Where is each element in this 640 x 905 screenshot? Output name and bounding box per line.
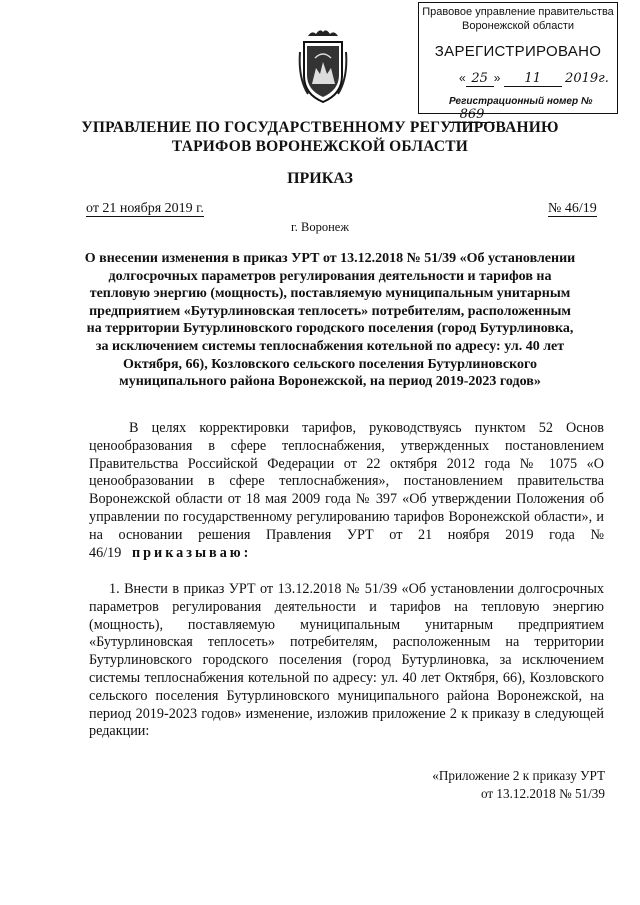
stamp-registered-label: ЗАРЕГИСТРИРОВАНО — [434, 43, 602, 60]
stamp-authority-line1: Правовое управление правительства — [422, 6, 614, 18]
order-word: приказываю: — [131, 544, 252, 561]
stamp-day: 25 — [466, 71, 494, 87]
stamp-month: 11 — [504, 71, 562, 87]
item-1-paragraph: 1. Внести в приказ УРТ от 13.12.2018 № 51/39 «Об установлении долгосрочных параметров регулирования деятельности и тарифов на тепловую энергию (мощность), поставляемую муниципальным унитарным предприятием «Бутурлиновская теплосеть» потребителям, расположенным на территории Бутурлиновского городского поселения (город Бутурлиновка, за исключением системы теплоснабжения котельной по адресу: ул. 40 лет Октября, 66), Козловского сельского поселения Бутурлиновского муниципального района Воронежской, на период 2019-2023 годов» изменение, изложив приложение 2 к приказу в следующей редакции: — [89, 581, 604, 740]
doc-title: О внесении изменения в приказ УРТ от 13.12.2018 № 51/39 «Об установлении долгосрочных параметров регулирования деятельности и тарифов на тепловую энергию (мощность), поставляемую муниципальным унитарным предприятием «Бутурлиновская теплосеть» потребителям, расположенным на территории Бутурлиновского городского поселения (город Бутурлиновка, за исключением системы теплоснабжения котельной по адресу: ул. 40 лет Октября, 66), Козловского сельского поселения Бутурлиновского муниципального района Воронежской, на период 2019-2023 годов» — [84, 251, 576, 390]
stamp-date: « 25 » 11 2019г. — [459, 71, 609, 86]
registration-stamp — [418, 2, 618, 122]
appendix-line2: от 13.12.2018 № 51/39 — [480, 786, 605, 801]
stamp-authority-line2: Воронежской области — [461, 20, 574, 32]
preamble-text: В целях корректировки тарифов, руководствуясь пунктом 52 Основ ценообразования в сфере теплоснабжения, утвержденных постановлением Правительства Российской Федерации от 22 октября 2012 года № 1075 «О ценообразовании в сфере теплоснабжения», постановлением правительства Воронежской области от 18 мая 2009 года № 397 «Об утверждении Положения об управлении по государственному регулированию тарифов Воронежской области», и на основании решения Правления УРТ от 21 ноября 2019 года № 46/19 — [89, 420, 604, 561]
doc-city: г. Воронеж — [291, 220, 349, 234]
doc-date-text: от 21 ноября 2019 г. — [86, 201, 204, 216]
org-name-line2: ТАРИФОВ ВОРОНЕЖСКОЙ ОБЛАСТИ — [171, 138, 469, 155]
stamp-year: 2019г. — [565, 71, 609, 86]
appendix-reference — [380, 767, 605, 803]
doc-number-text: № 46/19 — [548, 201, 597, 216]
doc-date — [86, 201, 204, 217]
org-name-line1: УПРАВЛЕНИЕ ПО ГОСУДАРСТВЕННОМУ РЕГУЛИРОВАНИЮ — [81, 119, 559, 136]
doc-number — [548, 201, 597, 217]
coat-of-arms-icon — [298, 28, 348, 108]
appendix-line1: «Приложение 2 к приказу УРТ — [432, 768, 605, 783]
stamp-reg-number-label: Регистрационный номер № — [449, 96, 593, 107]
preamble-paragraph — [89, 420, 604, 562]
stamp-reg-number-value: 869 — [449, 107, 495, 123]
doc-type: ПРИКАЗ — [287, 170, 353, 187]
